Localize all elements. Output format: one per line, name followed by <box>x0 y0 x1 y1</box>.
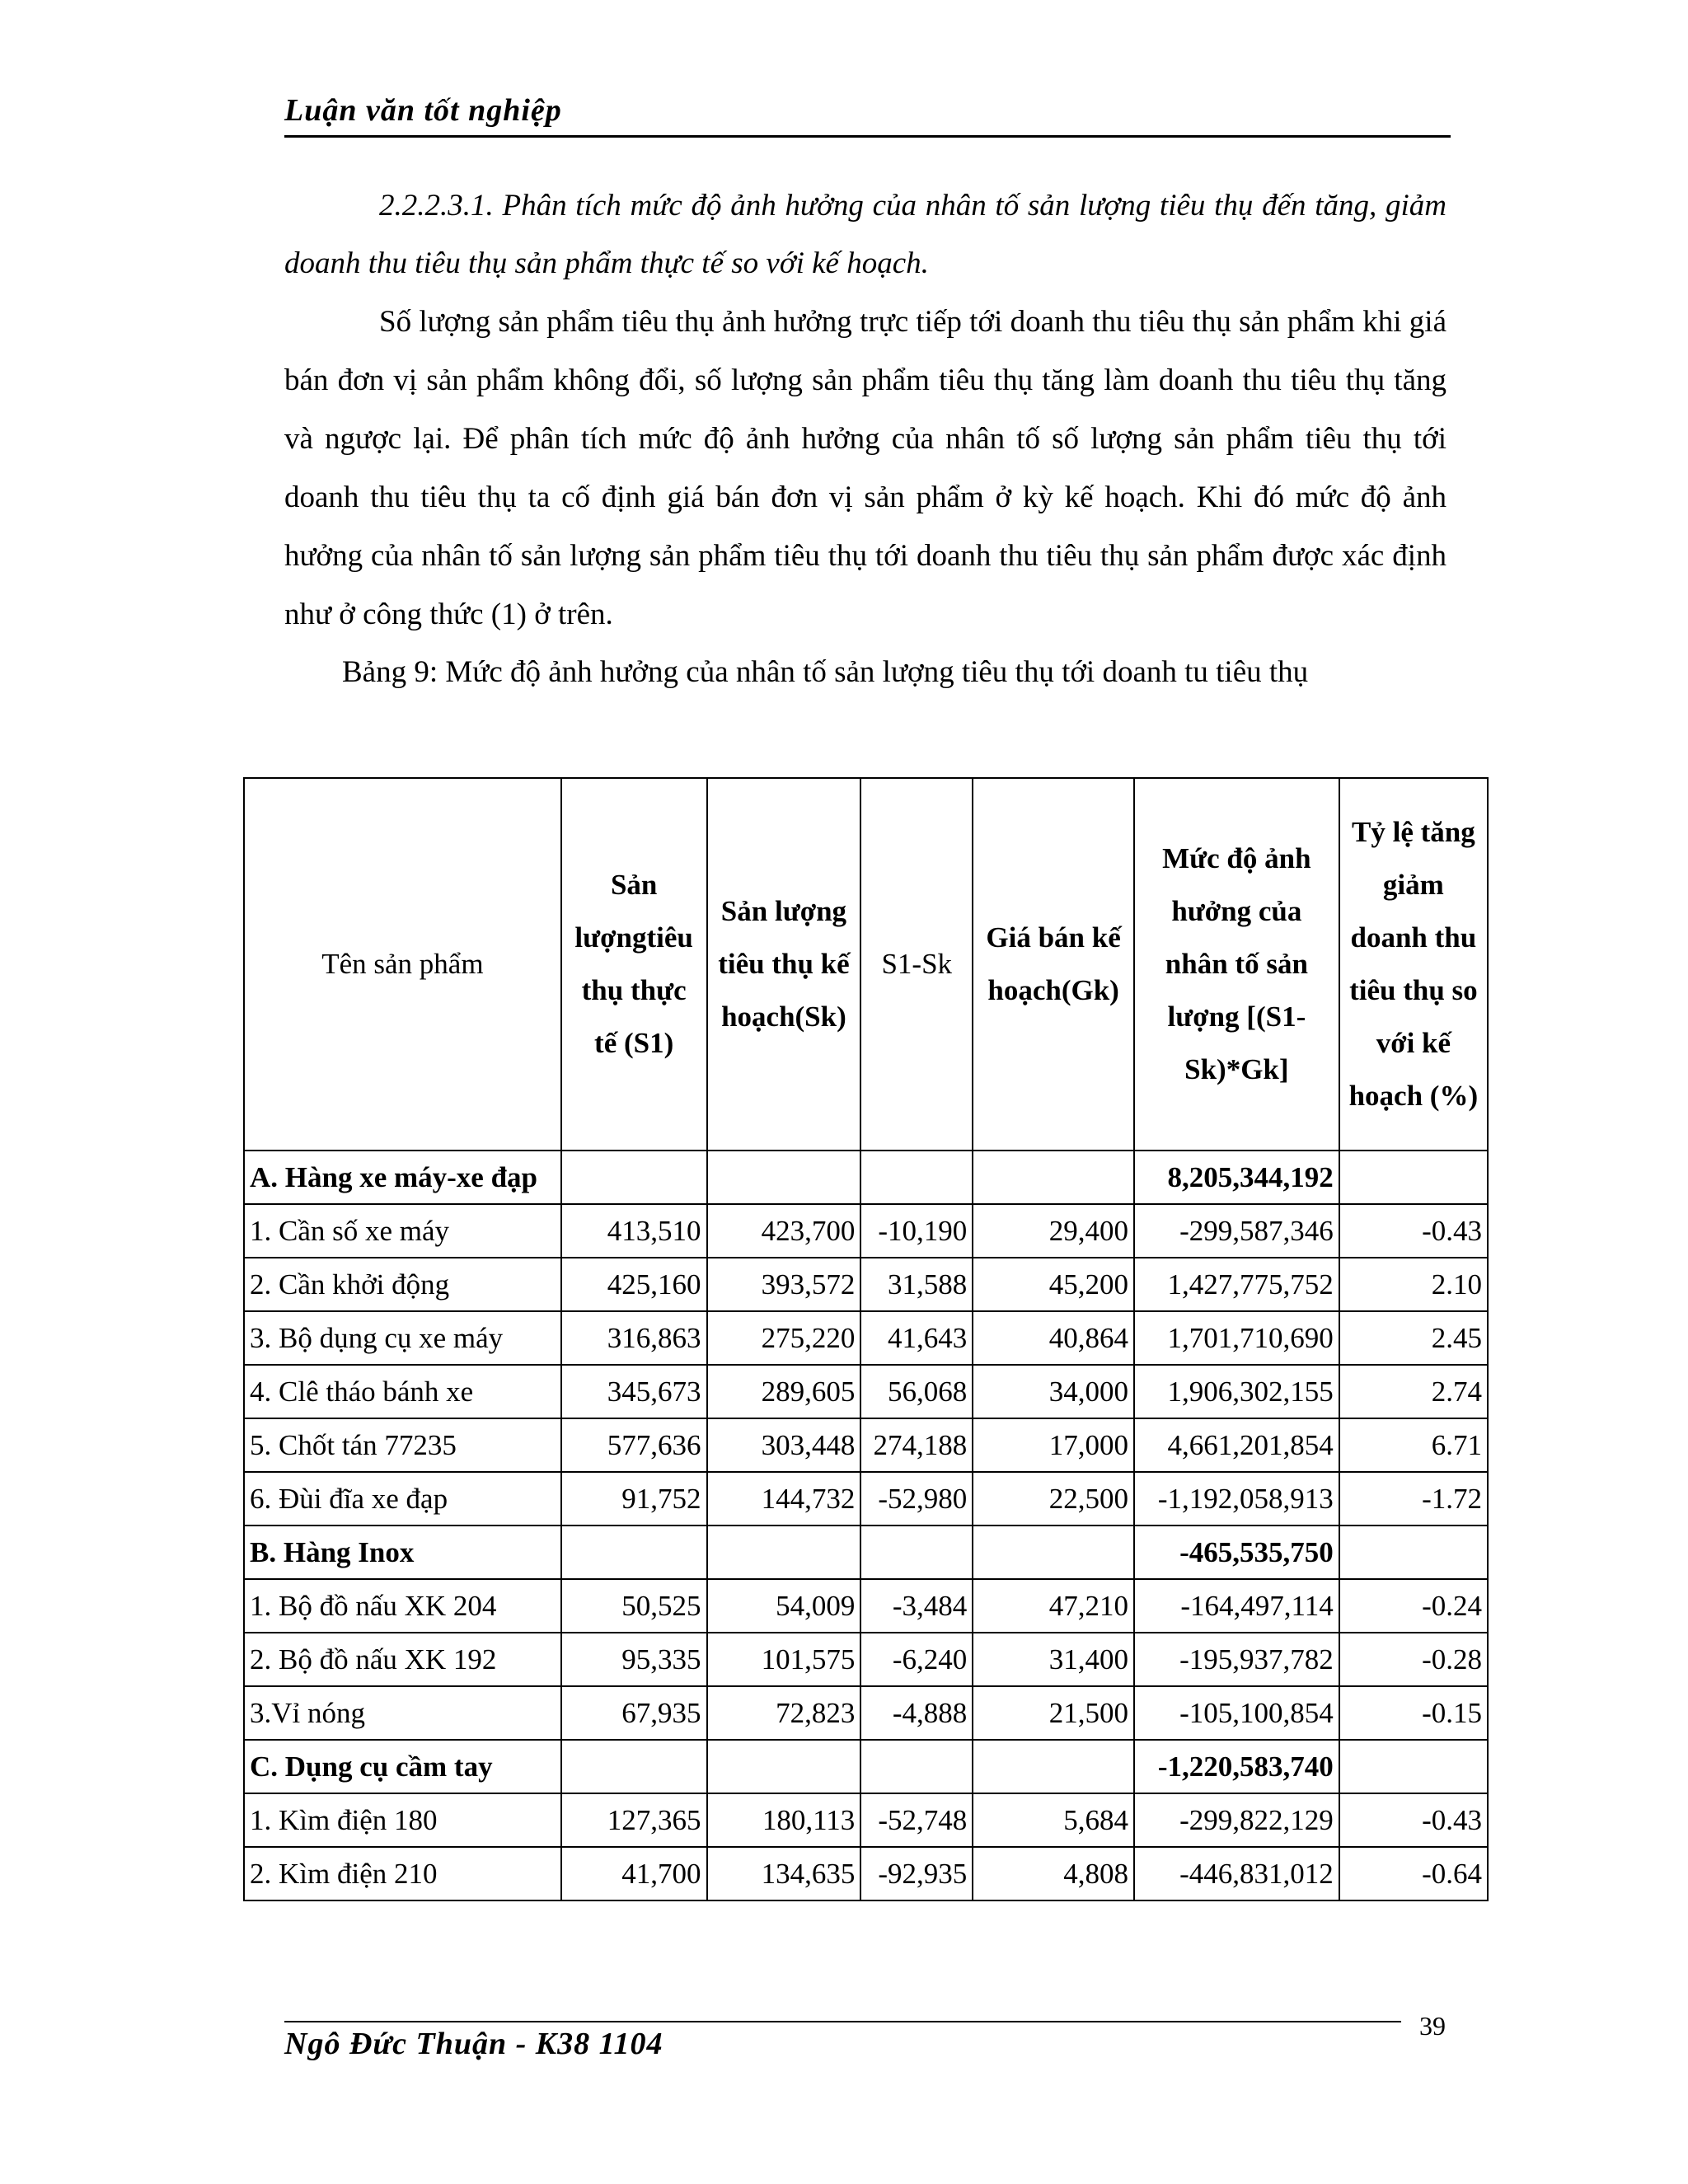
table-cell: 577,636 <box>561 1418 707 1472</box>
table-cell: 56,068 <box>860 1365 973 1418</box>
table-cell: 40,864 <box>973 1311 1134 1365</box>
table-cell: 22,500 <box>973 1472 1134 1526</box>
table-row <box>244 1579 1488 1633</box>
table-cell: -6,240 <box>860 1633 973 1686</box>
table-cell <box>1339 1740 1488 1793</box>
table-cell: -52,748 <box>860 1793 973 1847</box>
table-cell: -52,980 <box>860 1472 973 1526</box>
body-text <box>284 177 1447 701</box>
table-cell: 5,684 <box>973 1793 1134 1847</box>
table-row <box>244 1633 1488 1686</box>
table-cell: 21,500 <box>973 1686 1134 1740</box>
table-cell: 34,000 <box>973 1365 1134 1418</box>
table-row-group <box>244 1151 1488 1204</box>
table-cell: -1.72 <box>1339 1472 1488 1526</box>
table-row <box>244 1686 1488 1740</box>
table-cell <box>973 1526 1134 1579</box>
table-cell: -0.64 <box>1339 1847 1488 1900</box>
table-cell <box>860 1740 973 1793</box>
table-cell: -0.24 <box>1339 1579 1488 1633</box>
header-cell: Giá bán kế hoạch(Gk) <box>973 778 1134 1151</box>
table-cell: 45,200 <box>973 1258 1134 1311</box>
header-cell: Mức độ ảnh hưởng của nhân tố sản lượng [(S1-Sk)*Gk] <box>1134 778 1339 1151</box>
table-cell: 2.45 <box>1339 1311 1488 1365</box>
table-row <box>244 1365 1488 1418</box>
table-row <box>244 1418 1488 1472</box>
table-cell: 3.Vỉ nóng <box>244 1686 561 1740</box>
data-table <box>243 777 1489 1901</box>
table-cell: -10,190 <box>860 1204 973 1258</box>
table-cell <box>860 1526 973 1579</box>
table-cell: 29,400 <box>973 1204 1134 1258</box>
table-cell: 6. Đùi đĩa xe đạp <box>244 1472 561 1526</box>
header-cell: S1-Sk <box>860 778 973 1151</box>
table-cell <box>707 1526 861 1579</box>
table-cell: 41,643 <box>860 1311 973 1365</box>
table-cell: B. Hàng Inox <box>244 1526 561 1579</box>
table-cell: 1,701,710,690 <box>1134 1311 1339 1365</box>
table-cell: 47,210 <box>973 1579 1134 1633</box>
table-cell: -92,935 <box>860 1847 973 1900</box>
table-cell: -299,822,129 <box>1134 1793 1339 1847</box>
table-cell: A. Hàng xe máy-xe đạp <box>244 1151 561 1204</box>
table-cell: 316,863 <box>561 1311 707 1365</box>
header-cell: Tỷ lệ tăng giảm doanh thu tiêu thụ so với kế hoạch (%) <box>1339 778 1488 1151</box>
table-cell: 2.10 <box>1339 1258 1488 1311</box>
page-header <box>284 92 1451 138</box>
table-cell: 1,906,302,155 <box>1134 1365 1339 1418</box>
table-cell: -105,100,854 <box>1134 1686 1339 1740</box>
table-cell: -0.43 <box>1339 1793 1488 1847</box>
header-cell: Sản lượngtiêu thụ thực tế (S1) <box>561 778 707 1151</box>
table-cell <box>561 1151 707 1204</box>
table-row <box>244 1793 1488 1847</box>
table-cell: 1. Bộ đồ nấu XK 204 <box>244 1579 561 1633</box>
table-cell: 393,572 <box>707 1258 861 1311</box>
paragraph: Số lượng sản phẩm tiêu thụ ảnh hưởng trực tiếp tới doanh thu tiêu thụ sản phẩm khi giá bán đơn vị sản phẩm không đổi, số lượng sản phẩm tiêu thụ tăng làm doanh thu tiêu thụ tăng và ngược lại. Để phân tích mức độ ảnh hưởng của nhân tố số lượng sản phẩm tiêu thụ tới doanh thu tiêu thụ ta cố định giá bán đơn vị sản phẩm ở kỳ kế hoạch. Khi đó mức độ ảnh hưởng của nhân tố sản lượng sản phẩm tiêu thụ tới doanh thu tiêu thụ sản phẩm được xác định như ở công thức (1) ở trên. <box>284 305 1447 631</box>
table-cell: -1,220,583,740 <box>1134 1740 1339 1793</box>
table-cell: 289,605 <box>707 1365 861 1418</box>
table-cell: -195,937,782 <box>1134 1633 1339 1686</box>
table-cell: 275,220 <box>707 1311 861 1365</box>
table-cell: 50,525 <box>561 1579 707 1633</box>
table-row <box>244 1847 1488 1900</box>
table-cell: 2. Kìm điện 210 <box>244 1847 561 1900</box>
table-cell: 54,009 <box>707 1579 861 1633</box>
table-row-group <box>244 1740 1488 1793</box>
table-cell: 1,427,775,752 <box>1134 1258 1339 1311</box>
header-title: Luận văn tốt nghiệp <box>284 93 562 128</box>
table-cell: 413,510 <box>561 1204 707 1258</box>
table-cell <box>707 1740 861 1793</box>
table-cell: -3,484 <box>860 1579 973 1633</box>
table-cell <box>973 1151 1134 1204</box>
table-cell: 31,400 <box>973 1633 1134 1686</box>
table-row <box>244 1204 1488 1258</box>
table-cell <box>860 1151 973 1204</box>
header-cell: Tên sản phẩm <box>244 778 561 1151</box>
table-cell: -446,831,012 <box>1134 1847 1339 1900</box>
table-cell: 1. Cần số xe máy <box>244 1204 561 1258</box>
table-cell: 72,823 <box>707 1686 861 1740</box>
table-cell: -4,888 <box>860 1686 973 1740</box>
table-cell: 2. Bộ đồ nấu XK 192 <box>244 1633 561 1686</box>
header-cell: Sản lượng tiêu thụ kế hoạch(Sk) <box>707 778 861 1151</box>
table-cell: -0.15 <box>1339 1686 1488 1740</box>
table-cell: 425,160 <box>561 1258 707 1311</box>
table-cell <box>973 1740 1134 1793</box>
table-cell: 3. Bộ dụng cụ xe máy <box>244 1311 561 1365</box>
table-cell: 6.71 <box>1339 1418 1488 1472</box>
table-row <box>244 1311 1488 1365</box>
table-cell: -164,497,114 <box>1134 1579 1339 1633</box>
table-cell: -299,587,346 <box>1134 1204 1339 1258</box>
table-cell: 8,205,344,192 <box>1134 1151 1339 1204</box>
table-cell <box>707 1151 861 1204</box>
table-cell: 95,335 <box>561 1633 707 1686</box>
table-cell <box>1339 1526 1488 1579</box>
table-caption: Bảng 9: Mức độ ảnh hưởng của nhân tố sản lượng tiêu thụ tới doanh tu tiêu thụ <box>342 655 1309 689</box>
table-cell: 2.74 <box>1339 1365 1488 1418</box>
table-cell: 2. Cần khởi động <box>244 1258 561 1311</box>
table-cell: 127,365 <box>561 1793 707 1847</box>
table-cell: 1. Kìm điện 180 <box>244 1793 561 1847</box>
table-cell: 4. Clê tháo bánh xe <box>244 1365 561 1418</box>
footer-author: Ngô Đức Thuận - K38 1104 <box>284 2027 663 2061</box>
table-cell: 91,752 <box>561 1472 707 1526</box>
table-cell: 4,661,201,854 <box>1134 1418 1339 1472</box>
table-cell: 180,113 <box>707 1793 861 1847</box>
table-cell <box>1339 1151 1488 1204</box>
table-cell: C. Dụng cụ cầm tay <box>244 1740 561 1793</box>
table-cell: 41,700 <box>561 1847 707 1900</box>
table-cell: 67,935 <box>561 1686 707 1740</box>
table-cell: -1,192,058,913 <box>1134 1472 1339 1526</box>
table-cell: 101,575 <box>707 1633 861 1686</box>
table-row-group <box>244 1526 1488 1579</box>
table-cell: -0.43 <box>1339 1204 1488 1258</box>
table-cell: -0.28 <box>1339 1633 1488 1686</box>
table-row <box>244 1258 1488 1311</box>
table-cell: 345,673 <box>561 1365 707 1418</box>
table-cell: 31,588 <box>860 1258 973 1311</box>
table-cell <box>561 1526 707 1579</box>
table-cell: 17,000 <box>973 1418 1134 1472</box>
table-cell: 4,808 <box>973 1847 1134 1900</box>
table-cell: 134,635 <box>707 1847 861 1900</box>
table-header-row <box>244 778 1488 1151</box>
table-cell <box>561 1740 707 1793</box>
page-number: 39 <box>1419 2011 1446 2041</box>
footer-divider <box>284 2021 1401 2022</box>
table-cell: -465,535,750 <box>1134 1526 1339 1579</box>
table-row <box>244 1472 1488 1526</box>
table-cell: 303,448 <box>707 1418 861 1472</box>
table-cell: 144,732 <box>707 1472 861 1526</box>
table-cell: 5. Chốt tán 77235 <box>244 1418 561 1472</box>
table-cell: 423,700 <box>707 1204 861 1258</box>
section-heading: 2.2.2.3.1. Phân tích mức độ ảnh hưởng của nhân tố sản lượng tiêu thụ đến tăng, giảm doanh thu tiêu thụ sản phẩm thực tế so với kế hoạch. <box>284 189 1447 280</box>
table-cell: 274,188 <box>860 1418 973 1472</box>
